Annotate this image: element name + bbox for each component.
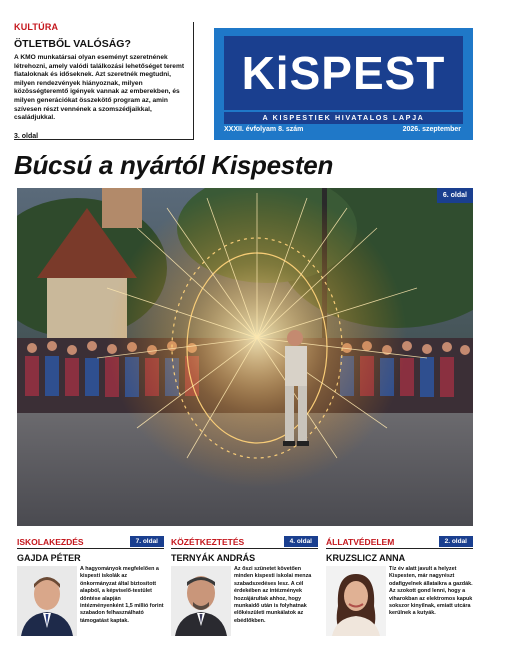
column-category: ÁLLATVÉDELEM [326, 537, 395, 547]
issue-number: XXXII. évfolyam 8. szám [224, 126, 304, 133]
masthead-logo[interactable]: KiSPEST [241, 47, 446, 99]
culture-teaser[interactable] [14, 22, 194, 140]
column-category: ISKOLAKEZDÉS [17, 537, 84, 547]
column-header [326, 536, 473, 549]
person-name: GAJDA PÉTER [17, 553, 81, 563]
column-header [17, 536, 164, 549]
cover-photo[interactable] [17, 188, 473, 526]
masthead-tagline: A KISPESTIEK HIVATALOS LAPJA [224, 112, 463, 124]
column-text: Az őszi szünetet követően minden kispesti iskolai menza szabadszedéses lesz. A cél érdekében az intézmények hozzájárultak ahhoz, hogy munkaidő után is folyhatnak előkészületi munkálatok az ebédlőkben. [234, 566, 312, 624]
teaser-category: KULTÚRA [14, 22, 59, 32]
masthead [214, 28, 473, 140]
column-page-ref[interactable]: 2. oldal [439, 536, 473, 547]
column-text: Tíz év alatt javult a helyzet Kispesten, már nagyrészt odafigyelnek állataikra a gazdák. Az szokott gond lenni, hogy a viharokban az elektromos kapuk sokszor kinyílnak, emiatt utcára kerülnek a kutyák. [389, 566, 473, 617]
issue-date: 2026. szeptember [402, 126, 461, 133]
column-header [171, 536, 318, 549]
column-page-ref[interactable]: 4. oldal [284, 536, 318, 547]
portrait-photo [17, 566, 77, 636]
portrait-photo [326, 566, 386, 636]
person-name: KRUZSLICZ ANNA [326, 553, 406, 563]
person-name: TERNYÁK ANDRÁS [171, 553, 256, 563]
teaser-body: A KMO munkatársai olyan eseményt szeretnének létrehozni, amely valódi találkozási lehetőséget teremt fiataloknak és időseknek. Azt szeretnék megtudni, milyen rendezvények hiányoznak, milyen közösségteremtő igények vannak az emberekben, és milyen generációkat összekötő program az, amin szívesen részt vennének a szomszédjaikkal, családjukkal. [14, 54, 185, 122]
column-text: A hagyományok megfelelően a kispesti iskolák az önkormányzat által biztosított alapból, a képviselő-testület döntése alapján intézményenként 1,5 millió forint szabadon felhasználható támogatást kaptak. [80, 566, 164, 624]
portrait-photo [171, 566, 231, 636]
main-headline[interactable]: Búcsú a nyártól Kispesten [14, 150, 334, 180]
fire-performer-photo [17, 188, 473, 526]
column-category: KÖZÉTKEZTETÉS [171, 537, 245, 547]
teaser-page-ref[interactable]: 3. oldal [14, 132, 39, 140]
article-school-start[interactable] [17, 536, 164, 636]
column-page-ref[interactable]: 7. oldal [130, 536, 164, 547]
article-school-catering[interactable] [171, 536, 318, 636]
article-animal-welfare[interactable] [326, 536, 473, 636]
photo-page-ref[interactable]: 6. oldal [437, 188, 473, 203]
masthead-logo-box [224, 36, 463, 110]
teaser-title[interactable]: ÖTLETBŐL VALÓSÁG? [14, 38, 131, 50]
